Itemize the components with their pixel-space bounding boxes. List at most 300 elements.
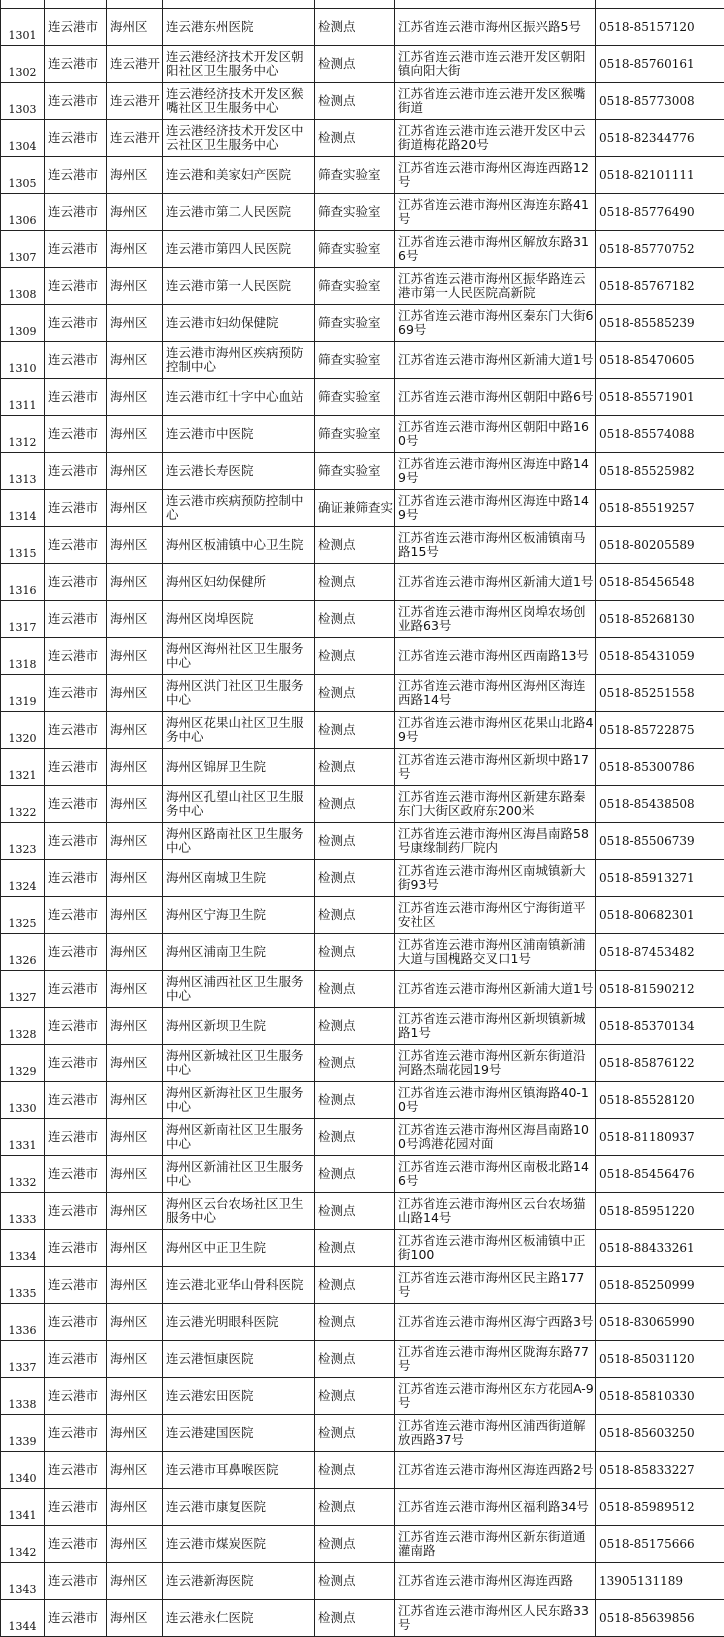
address-cell: 江苏省连云港市海州区海连西路12号 [395, 157, 596, 194]
address-cell: 江苏省连云港市海州区板浦镇南马路15号 [395, 527, 596, 564]
institution-name-cell: 海州区云台农场社区卫生服务中心 [163, 1193, 315, 1230]
phone-cell: 13905131189 [596, 1563, 724, 1600]
address-cell: 江苏省连云港市海州区南极北路146号 [395, 1156, 596, 1193]
phone-cell: 0518-80682301 [596, 897, 724, 934]
district-cell: 海州区 [107, 1341, 163, 1378]
phone-cell: 0518-85519257 [596, 490, 724, 527]
table-row [1, 1415, 724, 1452]
district-cell: 海州区 [107, 527, 163, 564]
city-cell: 连云港市 [45, 1193, 107, 1230]
institution-name-cell: 连云港市妇幼保健院 [163, 305, 315, 342]
phone-cell: 0518-85250999 [596, 1267, 724, 1304]
phone-cell: 0518-85157120 [596, 9, 724, 46]
phone-cell: 0518-87453482 [596, 934, 724, 971]
phone-cell: 0518-85833227 [596, 1452, 724, 1489]
district-cell: 海州区 [107, 1600, 163, 1637]
row-number-cell: 1330 [1, 1082, 45, 1119]
city-cell: 连云港市 [45, 379, 107, 416]
site-type-cell: 检测点 [315, 934, 395, 971]
institution-name-cell: 连云港市煤炭医院 [163, 1526, 315, 1563]
site-type-cell: 检测点 [315, 1415, 395, 1452]
district-cell: 海州区 [107, 675, 163, 712]
institution-name-cell: 连云港市康复医院 [163, 1489, 315, 1526]
institution-name-cell: 海州区中正卫生院 [163, 1230, 315, 1267]
table-row [1, 1082, 724, 1119]
address-cell: 江苏省连云港市海州区海昌南路58号康缘制药厂院内 [395, 823, 596, 860]
address-cell: 江苏省连云港市连云港开发区中云街道梅花路20号 [395, 120, 596, 157]
institution-name-cell: 海州区新南社区卫生服务中心 [163, 1119, 315, 1156]
district-cell: 海州区 [107, 1230, 163, 1267]
district-cell: 海州区 [107, 157, 163, 194]
row-number-cell: 1321 [1, 749, 45, 786]
site-type-cell: 筛查实验室 [315, 231, 395, 268]
address-cell: 江苏省连云港市海州区海连西路2号 [395, 1452, 596, 1489]
district-cell: 海州区 [107, 971, 163, 1008]
table-row [1, 1563, 724, 1600]
row-number-cell: 1306 [1, 194, 45, 231]
address-cell: 江苏省连云港市海州区板浦镇中正街100 [395, 1230, 596, 1267]
address-cell: 江苏省连云港市海州区新坝镇新城路1号 [395, 1008, 596, 1045]
city-cell: 连云港市 [45, 120, 107, 157]
site-type-cell: 检测点 [315, 897, 395, 934]
institution-name-cell: 连云港市疾病预防控制中心 [163, 490, 315, 527]
address-cell: 江苏省连云港市海州区解放东路316号 [395, 231, 596, 268]
row-number-cell: 1325 [1, 897, 45, 934]
institution-name-cell: 海州区南城卫生院 [163, 860, 315, 897]
institution-name-cell: 海州区板浦镇中心卫生院 [163, 527, 315, 564]
phone-cell: 0518-85603250 [596, 1415, 724, 1452]
site-type-cell: 检测点 [315, 1600, 395, 1637]
phone-cell: 0518-85525982 [596, 453, 724, 490]
row-number-cell: 1302 [1, 46, 45, 83]
city-cell: 连云港市 [45, 342, 107, 379]
city-cell: 连云港市 [45, 231, 107, 268]
city-cell: 连云港市 [45, 157, 107, 194]
site-type-cell: 检测点 [315, 638, 395, 675]
district-cell: 海州区 [107, 1489, 163, 1526]
table-row [1, 564, 724, 601]
district-cell: 海州区 [107, 268, 163, 305]
address-cell: 江苏省连云港市海州区海宁西路3号 [395, 1304, 596, 1341]
district-cell: 海州区 [107, 823, 163, 860]
city-cell: 连云港市 [45, 268, 107, 305]
institution-name-cell: 连云港市红十字中心血站 [163, 379, 315, 416]
address-cell: 江苏省连云港市海州区民主路177号 [395, 1267, 596, 1304]
phone-cell: 0518-82101111 [596, 157, 724, 194]
address-cell: 江苏省连云港市海州区海昌南路100号鸿港花园对面 [395, 1119, 596, 1156]
row-number-cell: 1342 [1, 1526, 45, 1563]
city-cell: 连云港市 [45, 1378, 107, 1415]
city-cell: 连云港市 [45, 971, 107, 1008]
address-cell: 江苏省连云港市海州区振华路连云港市第一人民医院高新院 [395, 268, 596, 305]
phone-cell: 0518-85767182 [596, 268, 724, 305]
institution-name-cell: 海州区新海社区卫生服务中心 [163, 1082, 315, 1119]
institution-name-cell: 连云港和美家妇产医院 [163, 157, 315, 194]
site-type-cell: 检测点 [315, 823, 395, 860]
district-cell: 海州区 [107, 601, 163, 638]
city-cell: 连云港市 [45, 1563, 107, 1600]
city-cell: 连云港市 [45, 1119, 107, 1156]
city-cell: 连云港市 [45, 83, 107, 120]
table-row [1, 1193, 724, 1230]
district-cell: 海州区 [107, 490, 163, 527]
row-number-cell: 1312 [1, 416, 45, 453]
table-row [1, 897, 724, 934]
city-cell: 连云港市 [45, 1304, 107, 1341]
address-cell: 江苏省连云港市海州区云台农场猫山路14号 [395, 1193, 596, 1230]
institution-name-cell: 连云港恒康医院 [163, 1341, 315, 1378]
city-cell: 连云港市 [45, 638, 107, 675]
row-number-cell: 1304 [1, 120, 45, 157]
institution-name-cell: 海州区宁海卫生院 [163, 897, 315, 934]
institution-name-cell: 海州区浦南卫生院 [163, 934, 315, 971]
table-row [1, 194, 724, 231]
institution-name-cell: 海州区路南社区卫生服务中心 [163, 823, 315, 860]
address-cell: 江苏省连云港市海州区新坝中路17号 [395, 749, 596, 786]
city-cell: 连云港市 [45, 453, 107, 490]
row-number-cell: 1323 [1, 823, 45, 860]
row-number-cell: 1314 [1, 490, 45, 527]
city-cell: 连云港市 [45, 712, 107, 749]
site-type-cell: 筛查实验室 [315, 194, 395, 231]
row-number-cell: 1337 [1, 1341, 45, 1378]
phone-cell: 0518-85585239 [596, 305, 724, 342]
phone-cell: 0518-81180937 [596, 1119, 724, 1156]
phone-cell: 0518-85431059 [596, 638, 724, 675]
phone-cell: 0518-85470605 [596, 342, 724, 379]
site-type-cell: 检测点 [315, 9, 395, 46]
table-row [1, 1008, 724, 1045]
address-cell: 江苏省连云港市海州区海连西路 [395, 1563, 596, 1600]
table-row [1, 971, 724, 1008]
address-cell: 江苏省连云港市海州区人民东路33号 [395, 1600, 596, 1637]
phone-cell: 0518-85251558 [596, 675, 724, 712]
table-row [1, 1119, 724, 1156]
table-row [1, 46, 724, 83]
table-row [1, 1156, 724, 1193]
address-cell: 江苏省连云港市海州区新浦大道1号 [395, 971, 596, 1008]
row-number-cell: 1333 [1, 1193, 45, 1230]
site-type-cell: 检测点 [315, 971, 395, 1008]
address-cell: 江苏省连云港市海州区新浦大道1号 [395, 564, 596, 601]
district-cell: 海州区 [107, 749, 163, 786]
city-cell: 连云港市 [45, 823, 107, 860]
address-cell: 江苏省连云港市海州区振兴路5号 [395, 9, 596, 46]
row-number-cell: 1324 [1, 860, 45, 897]
district-cell: 海州区 [107, 897, 163, 934]
address-cell: 江苏省连云港市连云港开发区猴嘴街道 [395, 83, 596, 120]
phone-cell: 0518-85913271 [596, 860, 724, 897]
row-number-cell: 1334 [1, 1230, 45, 1267]
site-type-cell: 检测点 [315, 1045, 395, 1082]
site-type-cell: 检测点 [315, 1304, 395, 1341]
district-cell: 海州区 [107, 416, 163, 453]
phone-cell: 0518-85268130 [596, 601, 724, 638]
institution-name-cell: 海州区新城社区卫生服务中心 [163, 1045, 315, 1082]
address-cell: 江苏省连云港市海州区浦西街道解放西路37号 [395, 1415, 596, 1452]
table-row [1, 712, 724, 749]
city-cell: 连云港市 [45, 1526, 107, 1563]
institution-name-cell: 连云港宏田医院 [163, 1378, 315, 1415]
address-cell: 江苏省连云港市海州区新建东路秦东门大街区政府东200米 [395, 786, 596, 823]
row-number-cell: 1319 [1, 675, 45, 712]
city-cell: 连云港市 [45, 194, 107, 231]
institution-name-cell: 海州区浦西社区卫生服务中心 [163, 971, 315, 1008]
district-cell: 连云港开 [107, 46, 163, 83]
city-cell: 连云港市 [45, 1156, 107, 1193]
row-number-cell: 1329 [1, 1045, 45, 1082]
site-type-cell: 检测点 [315, 564, 395, 601]
institution-name-cell: 连云港新海医院 [163, 1563, 315, 1600]
city-cell: 连云港市 [45, 1008, 107, 1045]
site-type-cell: 检测点 [315, 1489, 395, 1526]
city-cell: 连云港市 [45, 860, 107, 897]
institution-name-cell: 连云港市中医院 [163, 416, 315, 453]
institution-name-cell: 连云港市第二人民医院 [163, 194, 315, 231]
site-type-cell: 检测点 [315, 83, 395, 120]
site-type-cell: 检测点 [315, 1119, 395, 1156]
table-row [1, 1230, 724, 1267]
table-row [1, 379, 724, 416]
institution-name-cell: 海州区新坝卫生院 [163, 1008, 315, 1045]
phone-cell: 0518-85876122 [596, 1045, 724, 1082]
district-cell: 海州区 [107, 786, 163, 823]
address-cell: 江苏省连云港市海州区花果山北路49号 [395, 712, 596, 749]
row-number-cell: 1335 [1, 1267, 45, 1304]
institution-name-cell: 海州区妇幼保健所 [163, 564, 315, 601]
row-number-cell: 1310 [1, 342, 45, 379]
city-cell: 连云港市 [45, 934, 107, 971]
city-cell: 连云港市 [45, 527, 107, 564]
institution-name-cell: 海州区孔望山社区卫生服务中心 [163, 786, 315, 823]
site-type-cell: 检测点 [315, 1230, 395, 1267]
row-number-cell: 1343 [1, 1563, 45, 1600]
institution-name-cell: 海州区花果山社区卫生服务中心 [163, 712, 315, 749]
table-row [1, 342, 724, 379]
table-row [1, 1304, 724, 1341]
institution-name-cell: 连云港北亚华山骨科医院 [163, 1267, 315, 1304]
table-row [1, 823, 724, 860]
city-cell: 连云港市 [45, 416, 107, 453]
district-cell: 海州区 [107, 1008, 163, 1045]
district-cell: 海州区 [107, 305, 163, 342]
site-type-cell: 检测点 [315, 1341, 395, 1378]
district-cell: 海州区 [107, 934, 163, 971]
city-cell: 连云港市 [45, 897, 107, 934]
row-number-cell: 1316 [1, 564, 45, 601]
address-cell: 江苏省连云港市海州区宁海街道平安社区 [395, 897, 596, 934]
site-type-cell: 检测点 [315, 860, 395, 897]
phone-cell: 0518-85031120 [596, 1341, 724, 1378]
phone-cell: 0518-85770752 [596, 231, 724, 268]
phone-cell: 0518-85951220 [596, 1193, 724, 1230]
site-type-cell: 筛查实验室 [315, 379, 395, 416]
site-type-cell: 检测点 [315, 675, 395, 712]
city-cell: 连云港市 [45, 490, 107, 527]
site-type-cell: 检测点 [315, 749, 395, 786]
row-number-cell: 1303 [1, 83, 45, 120]
institution-name-cell: 海州区新浦社区卫生服务中心 [163, 1156, 315, 1193]
row-number-cell: 1328 [1, 1008, 45, 1045]
address-cell: 江苏省连云港市海州区秦东门大街669号 [395, 305, 596, 342]
district-cell: 海州区 [107, 1045, 163, 1082]
row-number-cell: 1327 [1, 971, 45, 1008]
table-row [1, 1600, 724, 1637]
site-type-cell: 检测点 [315, 1378, 395, 1415]
address-cell: 江苏省连云港市海州区海连东路41号 [395, 194, 596, 231]
district-cell: 海州区 [107, 1193, 163, 1230]
phone-cell: 0518-85456476 [596, 1156, 724, 1193]
table-row [1, 305, 724, 342]
city-cell: 连云港市 [45, 786, 107, 823]
phone-cell: 0518-85370134 [596, 1008, 724, 1045]
table-body [1, 0, 724, 1637]
row-number-cell: 1338 [1, 1378, 45, 1415]
city-cell: 连云港市 [45, 1489, 107, 1526]
row-number-cell: 1318 [1, 638, 45, 675]
site-type-cell: 检测点 [315, 1193, 395, 1230]
city-cell: 连云港市 [45, 46, 107, 83]
row-number-cell: 1308 [1, 268, 45, 305]
district-cell: 海州区 [107, 860, 163, 897]
district-cell: 海州区 [107, 1267, 163, 1304]
institution-name-cell: 连云港东州医院 [163, 9, 315, 46]
site-type-cell: 筛查实验室 [315, 268, 395, 305]
site-type-cell: 检测点 [315, 601, 395, 638]
table-row [1, 675, 724, 712]
institution-name-cell: 连云港市耳鼻喉医院 [163, 1452, 315, 1489]
institution-name-cell: 连云港经济技术开发区猴嘴社区卫生服务中心 [163, 83, 315, 120]
city-cell: 连云港市 [45, 305, 107, 342]
row-number-cell: 1332 [1, 1156, 45, 1193]
district-cell: 海州区 [107, 231, 163, 268]
row-number-cell: 1331 [1, 1119, 45, 1156]
city-cell: 连云港市 [45, 675, 107, 712]
table-row [1, 1526, 724, 1563]
row-number-cell: 1311 [1, 379, 45, 416]
institution-name-cell: 海州区洪门社区卫生服务中心 [163, 675, 315, 712]
city-cell: 连云港市 [45, 1452, 107, 1489]
district-cell: 海州区 [107, 1526, 163, 1563]
table-row [1, 860, 724, 897]
address-cell: 江苏省连云港市海州区海连中路149号 [395, 490, 596, 527]
table-row [1, 416, 724, 453]
institution-name-cell: 连云港市第四人民医院 [163, 231, 315, 268]
city-cell: 连云港市 [45, 1082, 107, 1119]
address-cell: 江苏省连云港市海州区海州区海连西路14号 [395, 675, 596, 712]
phone-cell: 0518-85810330 [596, 1378, 724, 1415]
site-type-cell: 确证兼筛查实 [315, 490, 395, 527]
site-type-cell: 检测点 [315, 1452, 395, 1489]
phone-cell: 0518-85300786 [596, 749, 724, 786]
table-row [1, 601, 724, 638]
phone-cell: 0518-85760161 [596, 46, 724, 83]
address-cell: 江苏省连云港市海州区西南路13号 [395, 638, 596, 675]
table-row [1, 1378, 724, 1415]
institution-name-cell: 连云港市海州区疾病预防控制中心 [163, 342, 315, 379]
table-row [1, 268, 724, 305]
row-number-cell: 1313 [1, 453, 45, 490]
site-type-cell: 检测点 [315, 527, 395, 564]
row-number-cell: 1320 [1, 712, 45, 749]
site-type-cell: 筛查实验室 [315, 305, 395, 342]
site-type-cell: 检测点 [315, 1526, 395, 1563]
phone-cell: 0518-85528120 [596, 1082, 724, 1119]
city-cell: 连云港市 [45, 1230, 107, 1267]
row-number-cell: 1336 [1, 1304, 45, 1341]
institution-name-cell: 海州区岗埠医院 [163, 601, 315, 638]
table-row [1, 786, 724, 823]
district-cell: 海州区 [107, 638, 163, 675]
row-number-cell: 1305 [1, 157, 45, 194]
city-cell: 连云港市 [45, 564, 107, 601]
district-cell: 海州区 [107, 453, 163, 490]
phone-cell: 0518-85456548 [596, 564, 724, 601]
table-row [1, 453, 724, 490]
address-cell: 江苏省连云港市海州区海连中路149号 [395, 453, 596, 490]
site-type-cell: 检测点 [315, 1156, 395, 1193]
address-cell: 江苏省连云港市海州区新东街道沿河路杰瑞花园19号 [395, 1045, 596, 1082]
site-type-cell: 筛查实验室 [315, 157, 395, 194]
district-cell: 海州区 [107, 1378, 163, 1415]
phone-cell: 0518-85574088 [596, 416, 724, 453]
address-cell: 江苏省连云港市海州区朝阳中路6号 [395, 379, 596, 416]
institution-name-cell: 连云港长寿医院 [163, 453, 315, 490]
phone-cell: 0518-85773008 [596, 83, 724, 120]
address-cell: 江苏省连云港市海州区东方花园A-9号 [395, 1378, 596, 1415]
district-cell: 海州区 [107, 9, 163, 46]
phone-cell: 0518-88433261 [596, 1230, 724, 1267]
row-number-cell: 1341 [1, 1489, 45, 1526]
institution-name-cell: 海州区锦屏卫生院 [163, 749, 315, 786]
city-cell: 连云港市 [45, 1045, 107, 1082]
row-number-cell: 1309 [1, 305, 45, 342]
table-row [1, 638, 724, 675]
site-type-cell: 检测点 [315, 1563, 395, 1600]
district-cell: 海州区 [107, 342, 163, 379]
table-row [1, 934, 724, 971]
row-number-cell: 1340 [1, 1452, 45, 1489]
table-row [1, 527, 724, 564]
phone-cell: 0518-85506739 [596, 823, 724, 860]
address-cell: 江苏省连云港市海州区新东街道通灌南路 [395, 1526, 596, 1563]
district-cell: 海州区 [107, 1156, 163, 1193]
institution-name-cell: 连云港建国医院 [163, 1415, 315, 1452]
site-type-cell: 检测点 [315, 1008, 395, 1045]
site-type-cell: 筛查实验室 [315, 453, 395, 490]
row-number-cell: 1322 [1, 786, 45, 823]
city-cell: 连云港市 [45, 1600, 107, 1637]
table-row [1, 83, 724, 120]
table-row [1, 1267, 724, 1304]
institution-name-cell: 海州区海州社区卫生服务中心 [163, 638, 315, 675]
table-row [1, 9, 724, 46]
district-cell: 海州区 [107, 194, 163, 231]
site-type-cell: 检测点 [315, 46, 395, 83]
address-cell: 江苏省连云港市海州区岗埠农场创业路63号 [395, 601, 596, 638]
row-number-cell: 1301 [1, 9, 45, 46]
table-row [1, 1489, 724, 1526]
district-cell: 连云港开 [107, 83, 163, 120]
row-number-cell: 1326 [1, 934, 45, 971]
district-cell: 海州区 [107, 1415, 163, 1452]
row-number-cell: 1339 [1, 1415, 45, 1452]
district-cell: 海州区 [107, 1304, 163, 1341]
phone-cell: 0518-80205589 [596, 527, 724, 564]
district-cell: 海州区 [107, 1119, 163, 1156]
address-cell: 江苏省连云港市海州区南城镇新大街93号 [395, 860, 596, 897]
row-number-cell: 1307 [1, 231, 45, 268]
